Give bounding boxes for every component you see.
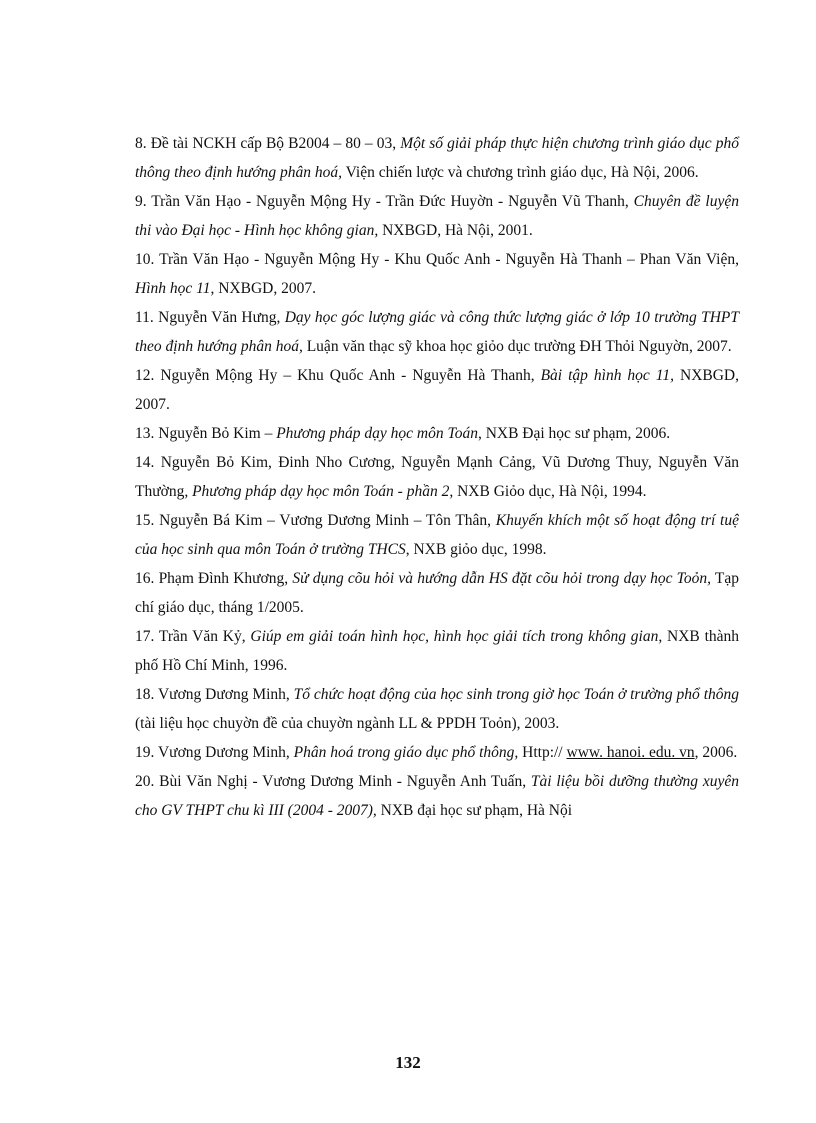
ref-authors: Nguyễn Bỏ Kim, Đinh Nho Cương, Nguyễn Mạnh Cảng, Vũ Dương Thuy, Nguyễn Văn Thường	[135, 454, 739, 500]
ref-publisher: NXB thành phố Hồ Chí Minh, 1996.	[135, 628, 740, 674]
ref-publisher: NXB Giỏo dục, Hà Nội, 1994.	[453, 483, 647, 500]
ref-publisher: Viện chiến lược và chương trình giáo dục, Hà Nội, 2006.	[342, 164, 699, 181]
ref-authors: Nguyễn Bỏ Kim –	[158, 425, 277, 442]
reference-item-20	[135, 767, 739, 825]
reference-list	[135, 129, 739, 825]
ref-authors: Đề tài NCKH cấp Bộ B2004 – 80 – 03,	[150, 135, 401, 152]
ref-link[interactable]: www. hanoi. edu. vn	[566, 744, 695, 761]
ref-number: 9.	[135, 193, 147, 210]
ref-number: 17.	[135, 628, 155, 645]
ref-title: Phân hoá trong giáo dục phổ thông,	[293, 744, 519, 761]
ref-title: Bài tập hình học 11,	[540, 367, 675, 384]
reference-item-18	[135, 680, 739, 738]
ref-authors: Nguyễn Mộng Hy – Khu Quốc Anh - Nguyễn Hà Thanh,	[160, 367, 541, 384]
reference-item-15	[135, 506, 739, 564]
ref-number: 18.	[135, 686, 155, 703]
ref-title: Tài liệu bồi dưỡng thường xuyên cho GV THPT chu kì III (2004 - 2007),	[135, 773, 739, 819]
reference-item-12	[135, 361, 739, 419]
reference-item-16	[135, 564, 739, 622]
ref-publisher: , NXB giỏo dục, 1998.	[405, 541, 547, 558]
ref-publisher: Luận văn thạc sỹ khoa học giỏo dục trường ĐH Thỏi Nguyờn, 2007.	[302, 338, 732, 355]
ref-publisher: NXBGD, Hà Nội, 2001.	[378, 222, 533, 239]
ref-publisher: Http://	[518, 744, 567, 761]
ref-number: 16.	[135, 570, 155, 587]
ref-authors: Trần Văn Kỷ,	[158, 628, 251, 645]
reference-item-13	[135, 419, 739, 448]
ref-title: Chuyên đề luyện thi vào Đại học - Hình học không gian,	[135, 193, 739, 239]
reference-item-10	[135, 245, 739, 303]
ref-number: 10.	[135, 251, 155, 268]
ref-number: 19.	[135, 744, 155, 761]
ref-authors: Nguyễn Bá Kim – Vương Dương Minh – Tôn Thân,	[159, 512, 496, 529]
ref-publisher: NXB đại học sư phạm, Hà Nội	[376, 802, 573, 819]
ref-authors: Trần Văn Hạo - Nguyễn Mộng Hy - Trần Đức Huyờn - Nguyễn Vũ Thanh,	[151, 193, 634, 210]
reference-item-11	[135, 303, 739, 361]
ref-publisher: Tạp chí giáo dục, tháng 1/2005.	[135, 570, 740, 616]
ref-number: 12.	[135, 367, 155, 384]
ref-title: Một số giải pháp thực hiện chương trình giáo dục phổ thông theo định hướng phân hoá,	[135, 135, 739, 181]
ref-title: Tổ chức hoạt động của học sinh trong giờ học Toán ở trường phổ thông	[293, 686, 739, 703]
reference-item-14	[135, 448, 739, 506]
ref-number: 11.	[135, 309, 154, 326]
ref-authors: Nguyễn Văn Hưng,	[158, 309, 285, 326]
ref-title: Giúp em giải toán hình học, hình học giải tích trong không gian,	[250, 628, 663, 645]
ref-number: 15.	[135, 512, 155, 529]
ref-number: 8.	[135, 135, 147, 152]
ref-title: Hình học 11	[135, 280, 211, 297]
ref-number: 14.	[135, 454, 155, 471]
ref-title: Khuyến khích một số hoạt động trí tuệ của học sinh qua môn Toán ở trường THCS	[135, 512, 739, 558]
reference-item-8	[135, 129, 739, 187]
page-number: 132	[395, 1053, 421, 1072]
reference-item-17	[135, 622, 739, 680]
ref-publisher: , NXB Đại học sư phạm, 2006.	[477, 425, 671, 442]
ref-authors: Vương Dương Minh,	[157, 744, 294, 761]
reference-item-19	[135, 738, 739, 767]
ref-publisher: NXBGD, 2007.	[135, 367, 740, 413]
reference-item-9	[135, 187, 739, 245]
ref-publisher: , NXBGD, 2007.	[210, 280, 316, 297]
ref-number: 20.	[135, 773, 155, 790]
ref-title: Phương pháp dạy học môn Toán	[276, 425, 478, 442]
ref-title: Sử dụng cõu hỏi và hướng dẫn HS đặt cõu hỏi trong dạy học Toỏn,	[292, 570, 712, 587]
ref-authors: Bùi Văn Nghị - Vương Dương Minh - Nguyễn Anh Tuấn,	[159, 773, 531, 790]
ref-authors: Phạm Đình Khương,	[158, 570, 293, 587]
ref-title: , Phương pháp dạy học môn Toán - phần 2,	[184, 483, 454, 500]
ref-authors: Trần Văn Hạo - Nguyễn Mộng Hy - Khu Quốc Anh - Nguyễn Hà Thanh – Phan Văn Viện,	[159, 251, 739, 268]
ref-publisher: (tài liệu học chuyờn đề của chuyờn ngành LL & PPDH Toỏn), 2003.	[135, 715, 560, 732]
ref-year: , 2006.	[694, 744, 738, 761]
ref-title: Dạy học góc lượng giác và công thức lượng giác ở lớp 10 trường THPT theo định hướng phân hoá,	[135, 309, 739, 355]
ref-number: 13.	[135, 425, 155, 442]
ref-authors: Vương Dương Minh,	[157, 686, 294, 703]
